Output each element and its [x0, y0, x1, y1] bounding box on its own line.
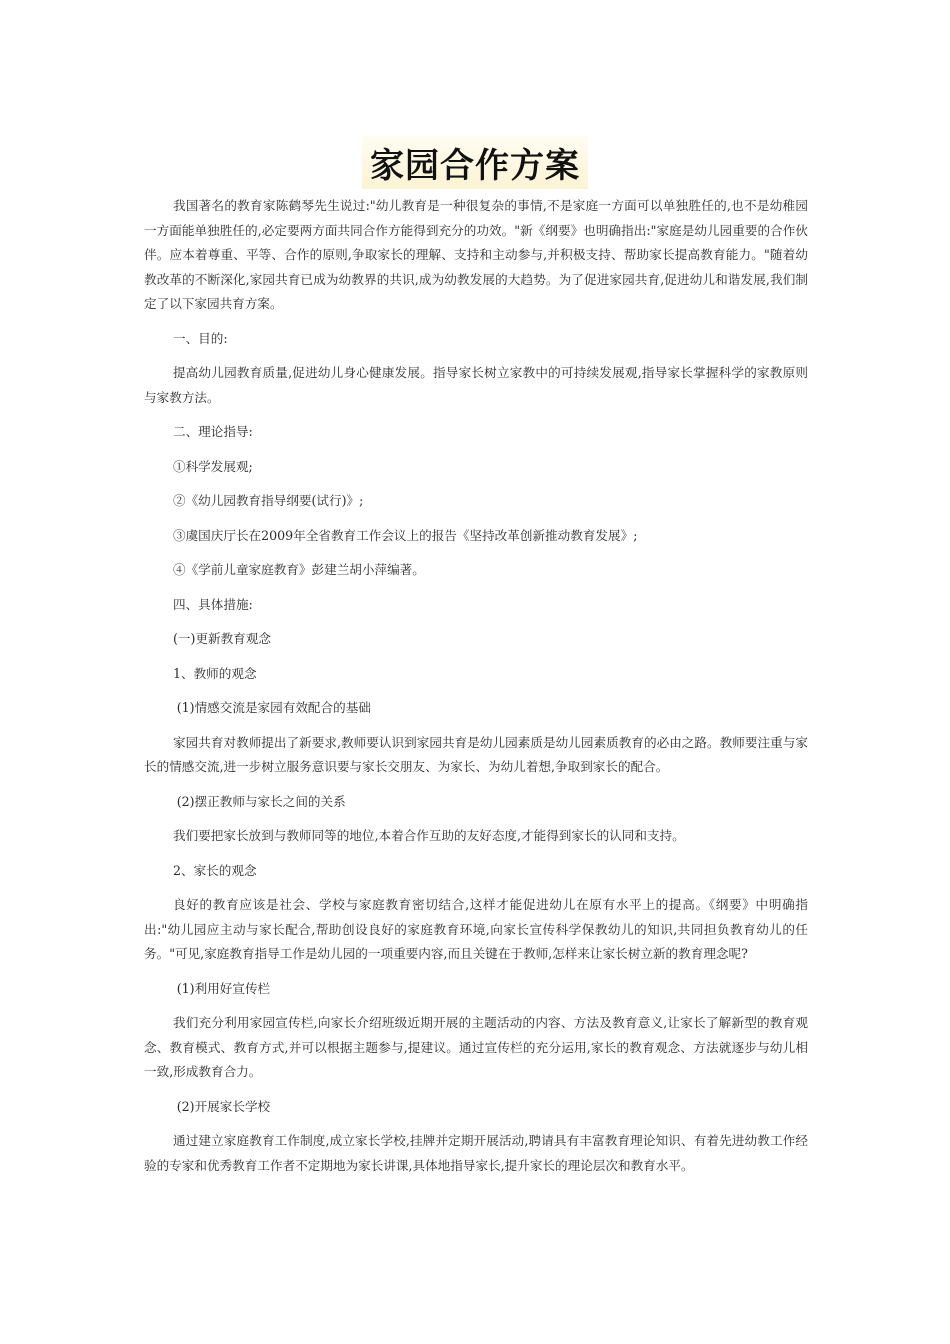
purpose-paragraph: 提高幼儿园教育质量,促进幼儿身心健康发展。指导家长树立家教中的可持续发展观,指导家长掌握科学的家教原则与家教方法。 — [144, 365, 808, 405]
point-heading-parent-school: (2)开展家长学校 — [176, 1098, 271, 1114]
theory-item-3: ③虞国庆厅长在2009年全省教育工作会议上的报告《坚持改革创新推动教育发展》; — [172, 527, 638, 543]
point-heading-bulletin-board: (1)利用好宣传栏 — [176, 980, 271, 996]
point-heading-teacher-parent-relation: (2)摆正教师与家长之间的关系 — [176, 793, 346, 809]
parent-concept-paragraph: 良好的教育应该是社会、学校与家庭教育密切结合,这样才能促进幼儿在原有水平上的提高。《纲要》中明确指出:"幼儿园应主动与家长配合,帮助创设良好的家庭教育环境,向家长宣传科学保教幼儿的知识,共同担负教育幼儿的任务。"可见,家庭教育指导工作是幼儿园的一项重要内容,而且关键在于教师,怎样来让家长树立新的教育理念呢? — [144, 897, 808, 961]
relation-paragraph: 我们要把家长放到与教师同等的地位,本着合作互助的友好态度,才能得到家长的认同和支持。 — [172, 828, 685, 843]
document-title: 家园合作方案 — [362, 136, 588, 189]
emotional-exchange-paragraph: 家园共育对教师提出了新要求,教师要认识到家园共育是幼儿园素质是幼儿园素质教育的必由之路。教师要注重与家长的情感交流,进一步树立服务意识要与家长交朋友、为家长、为幼儿着想,争取到家长的配合。 — [144, 734, 808, 774]
subsection-heading-update-concepts: (一)更新教育观念 — [172, 631, 271, 646]
intro-paragraph: 我国著名的教育家陈鹤琴先生说过:"幼儿教育是一种很复杂的事情,不是家庭一方面可以单独胜任的,也不是幼稚园一方面能单独胜任的,必定要两方面共同合作方能得到充分的功效。"新《纲要》也明确指出:"家庭是幼儿园重要的合作伙伴。应本着尊重、平等、合作的原则,争取家长的理解、支持和主动参与,并积极支持、帮助家长提高教育能力。"随着幼教改革的不断深化,家园共育已成为幼教界的共识,成为幼教发展的大趋势。为了促进家园共育,促进幼儿和谐发展,我们制定了以下家园共育方案。 — [144, 198, 808, 311]
point-heading-emotional-exchange: (1)情感交流是家园有效配合的基础 — [176, 700, 371, 715]
section-heading-purpose: 一、目的: — [172, 330, 228, 346]
section-heading-measures: 四、具体措施: — [172, 596, 253, 612]
section-heading-theory: 二、理论指导: — [172, 424, 253, 439]
bulletin-board-paragraph: 我们充分利用家园宣传栏,向家长介绍班级近期开展的主题活动的内容、方法及教育意义,让家长了解新型的教育观念、教育模式、教育方式,并可以根据主题参与,提建议。通过宣传栏的充分运用,家长的教育观念、方法就逐步与幼儿相一致,形成教育合力。 — [144, 1015, 808, 1079]
theory-item-2: ②《幼儿园教育指导纲要(试行)》; — [172, 493, 364, 508]
title-wrapper — [0, 136, 950, 189]
document-body — [144, 194, 808, 1188]
theory-item-1: ①科学发展观; — [172, 458, 253, 474]
subsection-heading-parent-concept: 2、家长的观念 — [172, 862, 257, 878]
subsection-heading-teacher-concept: 1、教师的观念 — [172, 665, 257, 681]
theory-item-4: ④《学前儿童家庭教育》彭建兰胡小萍编著。 — [172, 562, 425, 577]
parent-school-paragraph: 通过建立家庭教育工作制度,成立家长学校,挂牌并定期开展活动,聘请具有丰富教育理论知识、有着先进幼教工作经验的专家和优秀教育工作者不定期地为家长讲课,具体地指导家长,提升家长的理论层次和教育水平。 — [144, 1133, 808, 1173]
